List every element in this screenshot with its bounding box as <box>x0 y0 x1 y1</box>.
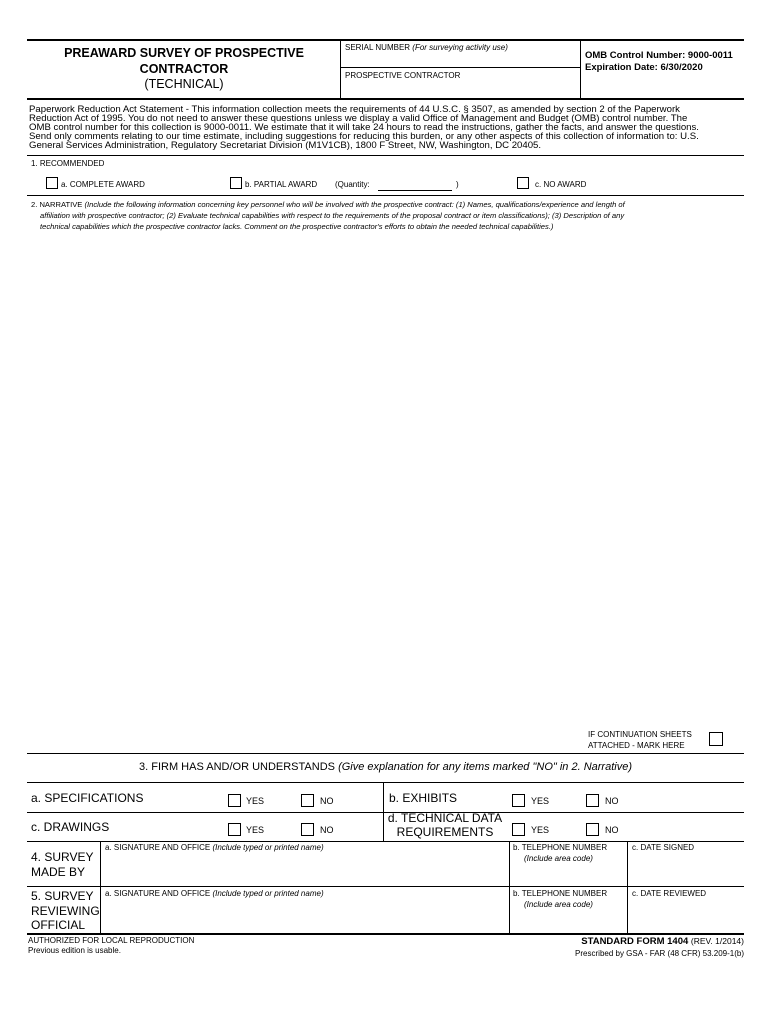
narrative-line-1: 2. NARRATIVE (Include the following information concerning key personnel who will be involved with the prospective contract: (1) Names, qualifications/experience and length of <box>31 200 625 209</box>
drawings-yes-checkbox[interactable] <box>228 823 241 836</box>
technical-data-label <box>385 811 505 839</box>
previous-edition: Previous edition is usable. <box>28 946 121 955</box>
specifications-label: a. SPECIFICATIONS <box>31 791 144 805</box>
standard-form-id: STANDARD FORM 1404 (REV. 1/2014) <box>581 936 744 947</box>
omb-number: OMB Control Number: 9000-0011 <box>585 50 733 61</box>
paperwork-line-4: Send only comments relating to our time estimate, including suggestions for reducing this burden, or any other aspects of this collection of information to: U.S. <box>29 131 699 142</box>
form-title <box>30 45 338 77</box>
drawings-no-label: NO <box>320 825 334 835</box>
paperwork-line-3: OMB control number for this collection is 9000-0011. We estimate that it will take 24 hours to read the instructions, gather the facts, and answer the questions. <box>29 122 699 133</box>
survey-review-phone-label: b. TELEPHONE NUMBER <box>513 889 608 898</box>
survey-made-phone-field[interactable] <box>511 865 625 885</box>
specifications-no-label: NO <box>320 796 334 806</box>
specifications-yes-label: YES <box>246 796 265 806</box>
survey-made-date-label: c. DATE SIGNED <box>632 843 695 852</box>
paperwork-line-2: Reduction Act of 1995. You do not need to answer these questions unless we display a valid Office of Management and Budget (OMB) control number. The <box>29 113 688 124</box>
survey-made-line-1: 4. SURVEY <box>31 850 94 864</box>
paperwork-line-1: Paperwork Reduction Act Statement - This information collection meets the requirements of 44 U.S.C. § 3507, as amended by section 2 of the Paperwork <box>29 104 680 115</box>
recommended-bottom-rule <box>27 195 744 196</box>
partial-award-label: b. PARTIAL AWARD <box>245 180 318 189</box>
survey-review-signature-label: a. SIGNATURE AND OFFICE (Include typed or printed name) <box>105 889 324 898</box>
narrative-bottom-rule <box>27 753 744 754</box>
technical-data-no-label: NO <box>605 825 619 835</box>
technical-data-yes-label: YES <box>531 825 550 835</box>
specifications-yes-checkbox[interactable] <box>228 794 241 807</box>
exhibits-no-label: NO <box>605 796 619 806</box>
drawings-no-checkbox[interactable] <box>301 823 314 836</box>
serial-number-field[interactable] <box>342 53 578 66</box>
header-bottom-rule <box>27 98 744 100</box>
no-award-label: c. NO AWARD <box>535 180 587 189</box>
form-title-line1: PREAWARD SURVEY OF PROSPECTIVE <box>64 46 304 60</box>
firm-heading: 3. FIRM HAS AND/OR UNDERSTANDS (Give explanation for any items marked "NO" in 2. Narrative) <box>139 761 632 773</box>
paperwork-line-5: General Services Administration, Regulatory Secretariat Division (M1V1CB), 1800 F Street, NW, Washington, DC 20405. <box>29 140 542 151</box>
recommended-label: 1. RECOMMENDED <box>31 159 105 168</box>
specifications-no-checkbox[interactable] <box>301 794 314 807</box>
continuation-line-1: IF CONTINUATION SHEETS <box>588 730 692 739</box>
survey-review-line-3: OFFICIAL <box>31 918 86 932</box>
survey-review-line-2: REVIEWING <box>31 903 100 918</box>
survey-made-divider-2 <box>509 842 510 934</box>
quantity-close: ) <box>456 180 459 189</box>
survey-review-phone-hint: (Include area code) <box>524 900 593 909</box>
header-divider-1 <box>340 40 341 98</box>
quantity-field[interactable] <box>378 178 452 191</box>
serial-number-label: SERIAL NUMBER (For surveying activity use) <box>345 43 508 52</box>
survey-review-date-field[interactable] <box>629 901 742 932</box>
survey-made-phone-label: b. TELEPHONE NUMBER <box>513 843 608 852</box>
paperwork-statement <box>29 105 744 150</box>
drawings-yes-label: YES <box>246 825 265 835</box>
header-hrule <box>340 67 580 68</box>
technical-data-yes-checkbox[interactable] <box>512 823 525 836</box>
exhibits-yes-label: YES <box>531 796 550 806</box>
survey-made-bottom-rule <box>27 886 744 887</box>
exhibits-yes-checkbox[interactable] <box>512 794 525 807</box>
survey-made-date-field[interactable] <box>629 855 742 885</box>
complete-award-checkbox[interactable] <box>46 177 58 189</box>
prospective-contractor-field[interactable] <box>342 81 578 96</box>
narrative-label: 2. NARRATIVE <box>31 200 83 209</box>
continuation-label <box>588 729 692 751</box>
form-bottom-rule <box>27 933 744 935</box>
authorized-reproduction: AUTHORIZED FOR LOCAL REPRODUCTION <box>28 936 195 945</box>
quantity-label: (Quantity: <box>335 180 370 189</box>
prescribed-by: Prescribed by GSA - FAR (48 CFR) 53.209-1(b) <box>575 949 744 958</box>
firm-bottom-rule <box>27 841 744 842</box>
narrative-line-2: affiliation with prospective contractor; (2) Evaluate technical capabilities with respect to the requirements of the proposal contract or item classifications); (3) Description of any <box>40 211 625 220</box>
drawings-label: c. DRAWINGS <box>31 820 110 834</box>
survey-made-line-2: MADE BY <box>31 865 86 879</box>
narrative-line-3: technical capabilities which the prospective contractor lacks. Comment on the prospective contractor's efforts to obtain the needed technical capabilities.) <box>40 222 554 231</box>
top-rule <box>27 39 744 41</box>
form-title-line2: CONTRACTOR <box>139 62 229 76</box>
exhibits-label: b. EXHIBITS <box>389 791 458 805</box>
paperwork-bottom-rule <box>27 155 744 156</box>
technical-data-line-2: REQUIREMENTS <box>396 825 494 839</box>
survey-made-divider-3 <box>627 842 628 934</box>
no-award-checkbox[interactable] <box>517 177 529 189</box>
exhibits-no-checkbox[interactable] <box>586 794 599 807</box>
survey-made-signature-field[interactable] <box>102 855 507 885</box>
form-subtitle: (TECHNICAL) <box>144 77 224 91</box>
survey-made-label <box>31 850 93 880</box>
survey-review-line-1: 5. SURVEY <box>31 889 94 903</box>
survey-made-divider-1 <box>100 842 101 934</box>
prospective-contractor-label: PROSPECTIVE CONTRACTOR <box>345 71 461 80</box>
technical-data-line-1: d. TECHNICAL DATA <box>387 811 503 825</box>
continuation-line-2: ATTACHED - MARK HERE <box>588 741 685 750</box>
survey-review-signature-field[interactable] <box>102 901 507 932</box>
partial-award-checkbox[interactable] <box>230 177 242 189</box>
survey-made-phone-hint: (Include area code) <box>524 854 593 863</box>
survey-review-label <box>31 889 100 933</box>
survey-review-date-label: c. DATE REVIEWED <box>632 889 707 898</box>
header-divider-2 <box>580 40 581 98</box>
continuation-checkbox[interactable] <box>709 732 723 746</box>
narrative-instructions <box>31 199 743 232</box>
firm-heading-rule <box>27 782 744 783</box>
expiration-date: Expiration Date: 6/30/2020 <box>585 62 703 73</box>
technical-data-no-checkbox[interactable] <box>586 823 599 836</box>
survey-made-signature-label: a. SIGNATURE AND OFFICE (Include typed or printed name) <box>105 843 324 852</box>
narrative-textarea[interactable] <box>29 236 742 724</box>
survey-review-phone-field[interactable] <box>511 911 625 932</box>
complete-award-label: a. COMPLETE AWARD <box>61 180 145 189</box>
